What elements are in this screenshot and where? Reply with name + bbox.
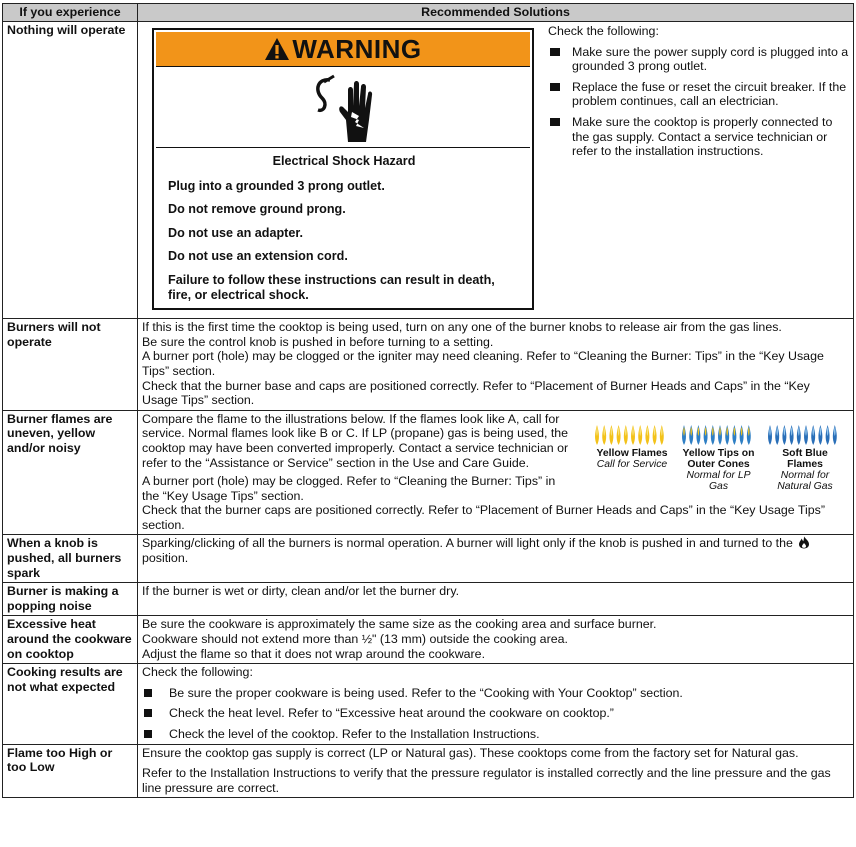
solution-cell [138,22,854,319]
blue-flames-icon [767,424,843,446]
yellow-flames-icon [594,424,670,446]
solution-cell [138,319,854,411]
solution-cell [138,744,854,798]
table-row [3,535,854,583]
list-item: Replace the fuse or reset the circuit breaker. If the problem continues, call an electrician. [548,80,849,109]
flame-illustrations [574,412,849,504]
solution-line: Be sure the control knob is pushed in before turning to a setting. [142,334,494,349]
hazard-title: Electrical Shock Hazard [272,154,416,168]
table-header-row [3,4,854,22]
bullet-icon [550,48,560,56]
solution-cell [138,616,854,664]
table-row [3,744,854,798]
warning-item: Do not use an adapter. [168,225,304,240]
list-item: Be sure the proper cookware is being used. Refer to the “Cooking with Your Cooktop” section. [142,686,849,701]
solution-line: If this is the first time the cooktop is being used, turn on any one of the burner knobs to release air from the gas lines. [142,320,782,335]
check-intro: Check the following: [548,24,659,38]
column-header-problem: If you experience [3,4,138,22]
warning-item: Do not remove ground prong. [168,202,346,217]
solution-cell [138,664,854,744]
warning-item: Plug into a grounded 3 prong outlet. [168,178,385,193]
bullet-icon [550,83,560,91]
bullet-icon [144,709,152,717]
solution-line: Compare the flame to the illustrations below. If the flames look like A, call for service. Normal flames look like B or C. If LP (propane) gas is being used, the cooktop may have been converted improperly. Contact a service technician or refer to the “Assistance or Service” section in the Use and Care Guide. [142,411,569,470]
problem-cell: Burner flames are uneven, yellow and/or noisy [3,410,138,535]
solution-line: Refer to the Installation Instructions to verify that the pressure regulator is installed correctly and the line pressure and the gas line pressure are correct. [142,766,831,795]
flame-yellow-tips: Yellow Tips on Outer Cones Normal for LP Gas [681,424,757,504]
table-row [3,410,854,535]
problem-cell: Burners will not operate [3,319,138,411]
problem-cell: Cooking results are not what expected [3,664,138,744]
solution-cell: If the burner is wet or dirty, clean and/or let the burner dry. [138,583,854,616]
problem-cell: Burner is making a popping noise [3,583,138,616]
troubleshooting-table [2,3,854,798]
column-header-solutions: Recommended Solutions [138,4,854,22]
solution-line: Adjust the flame so that it does not wrap around the cookware. [142,646,486,661]
table-row [3,664,854,744]
solution-line: Check that the burner caps are positioned correctly. Refer to “Placement of Burner Heads and Caps” in the “Key Usage Tips” section. [142,503,825,532]
flame-yellow: Yellow Flames Call for Service [594,424,670,504]
bullet-icon [144,730,152,738]
problem-cell: Flame too High or too Low [3,744,138,798]
warning-item: Do not use an extension cord. [168,249,348,264]
solution-line: Ensure the cooktop gas supply is correct (LP or Natural gas). These cooktops come from the factory set for Natural gas. [142,745,799,760]
flame-light-icon [798,536,810,549]
warning-header [156,32,530,67]
bullet-icon [550,118,560,126]
warning-triangle-icon [264,37,290,61]
warning-title: WARNING [292,33,422,64]
solution-cell [138,410,854,535]
problem-cell: Nothing will operate [3,22,138,319]
solution-line: position. [142,551,189,566]
electric-shock-hand-icon [304,72,382,144]
bullet-icon [144,689,152,697]
check-intro: Check the following: [142,665,253,680]
problem-cell: When a knob is pushed, all burners spark [3,535,138,583]
flame-soft-blue: Soft Blue Flames Normal for Natural Gas [767,424,843,504]
list-item: Check the heat level. Refer to “Excessive heat around the cookware on cooktop.” [142,706,849,721]
table-row [3,319,854,411]
table-row [3,616,854,664]
warning-item: Failure to follow these instructions can result in death, fire, or electrical shock. [168,272,495,302]
solution-line: Check that the burner base and caps are positioned correctly. Refer to “Placement of Burner Heads and Caps” in the “Key Usage Tips” section. [142,378,810,408]
solution-line: Sparking/clicking of all the burners is normal operation. A burner will light only if the knob is pushed in and turned to the [142,536,793,551]
list-item: Check the level of the cooktop. Refer to the Installation Instructions. [142,727,849,742]
list-item: Make sure the power supply cord is plugged into a grounded 3 prong outlet. [548,45,849,74]
table-row [3,583,854,616]
solution-line: A burner port (hole) may be clogged. Refer to “Cleaning the Burner: Tips” in the “Key Usage Tips” section. [142,474,556,503]
table-row [3,22,854,319]
yellow-tip-flames-icon [681,424,757,446]
solution-line: Be sure the cookware is approximately the same size as the cooking area and surface burner. [142,617,657,632]
problem-cell: Excessive heat around the cookware on cooktop [3,616,138,664]
warning-box [152,28,534,310]
solution-line: Cookware should not extend more than ½" (13 mm) outside the cooking area. [142,632,568,647]
solution-line: A burner port (hole) may be clogged or the igniter may need cleaning. Refer to “Cleaning the Burner: Tips” in the “Key Usage Tips” section. [142,349,824,378]
solution-cell [138,535,854,583]
list-item: Make sure the cooktop is properly connected to the gas supply. Contact a service technician or refer to the installation instructions. [548,115,849,159]
